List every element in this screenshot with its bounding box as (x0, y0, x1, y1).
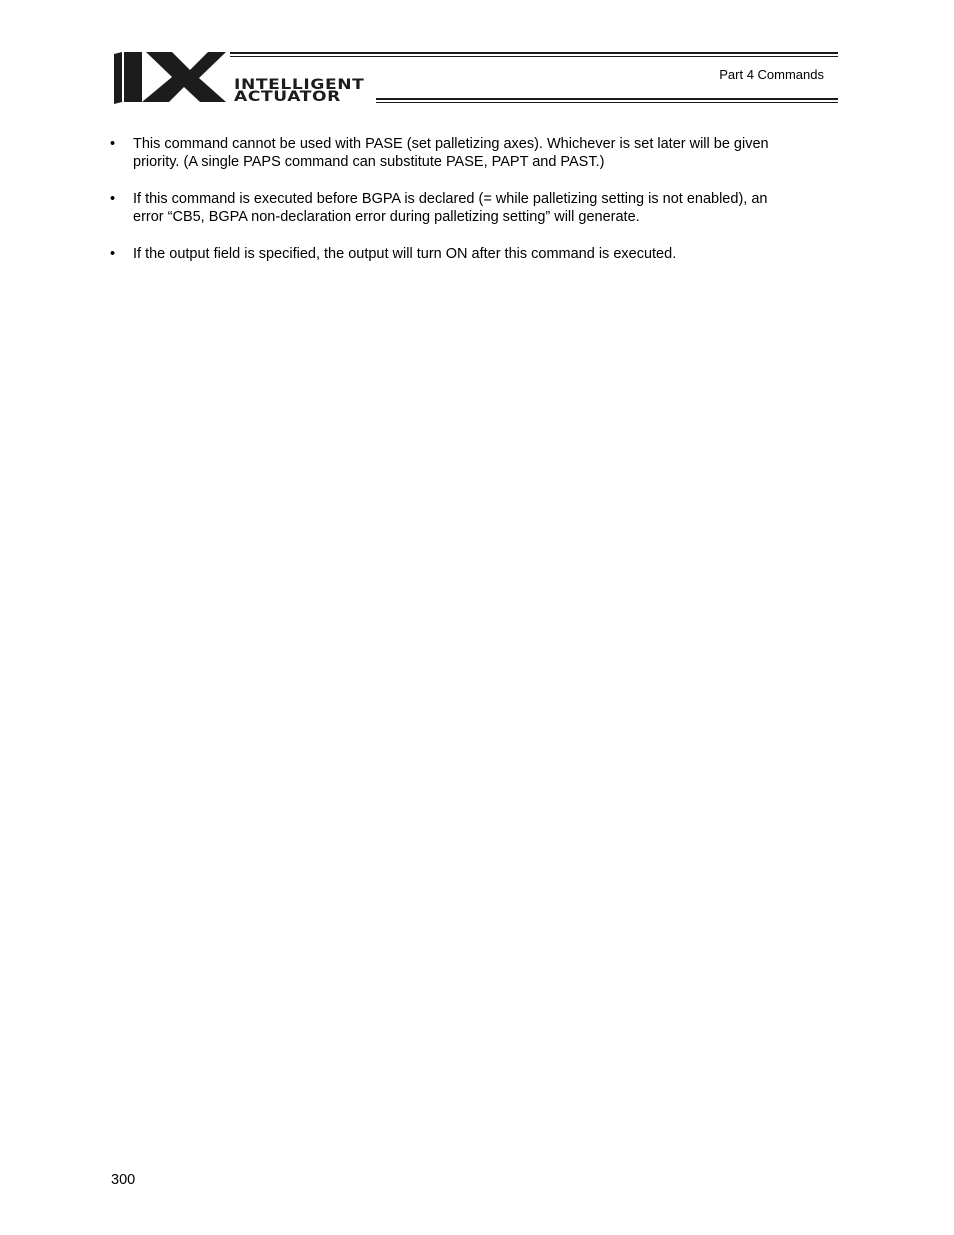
section-label: Part 4 Commands (719, 67, 824, 82)
header-top-rule (230, 52, 838, 54)
header-top-rule-thin (230, 56, 838, 57)
bullet-text-line: This command cannot be used with PASE (set palletizing axes). Whichever is set later will be given (133, 136, 769, 152)
header-bottom-rule-thin (376, 102, 838, 103)
brand-word-intelligent: INTELLIGENT (234, 77, 365, 93)
bullet-list (110, 135, 830, 282)
bullet-item-pase-conflict (110, 135, 830, 171)
header-bottom-rule (376, 98, 838, 100)
bullet-item-bgpa-error (110, 190, 830, 226)
bullet-mark: • (110, 191, 116, 207)
bullet-text-line: If this command is executed before BGPA is declared (= while palletizing setting is not enabled), an (133, 191, 768, 207)
brand-word-actuator: ACTUATOR (234, 89, 341, 105)
bullet-text-line: error “CB5, BGPA non-declaration error during palletizing setting” will generate. (133, 209, 640, 225)
bullet-text-line: priority. (A single PAPS command can substitute PASE, PAPT and PAST.) (133, 154, 605, 170)
bullet-text-line: If the output field is specified, the output will turn ON after this command is executed. (133, 246, 677, 262)
bullet-mark: • (110, 246, 116, 262)
ix-logo-icon (114, 52, 226, 104)
bullet-mark: • (110, 136, 116, 152)
bullet-item-output-field (110, 245, 830, 263)
page-number: 300 (111, 1172, 136, 1188)
